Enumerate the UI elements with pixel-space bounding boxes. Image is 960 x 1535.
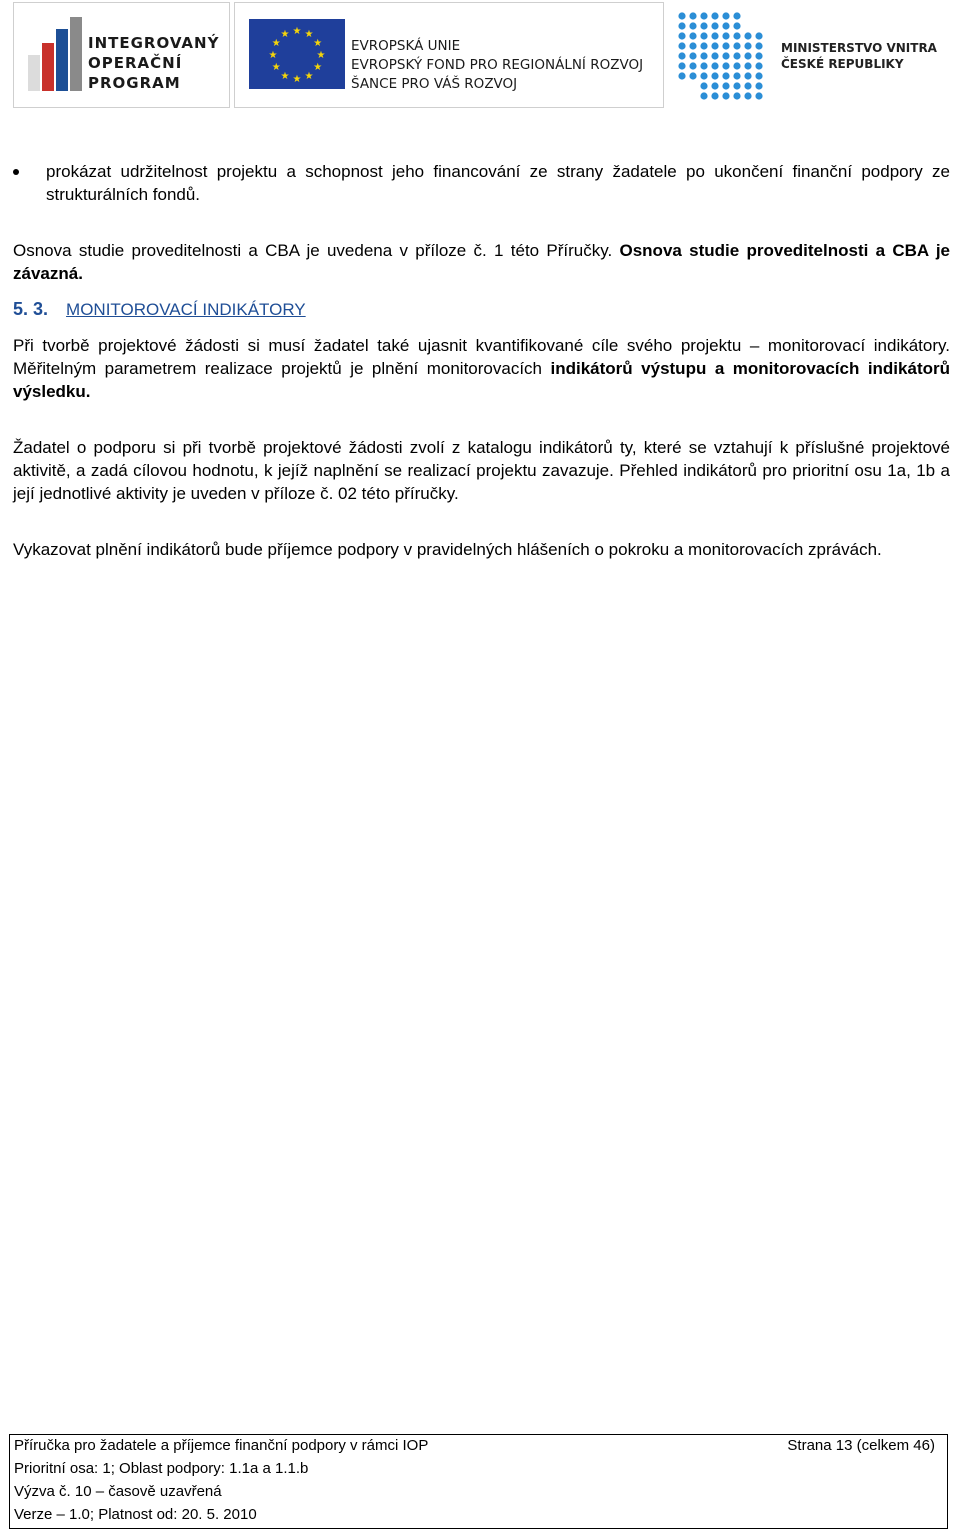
footer-title: Příručka pro žadatele a příjemce finanční podpory v rámci IOP <box>14 1437 429 1454</box>
mv-logo-dot <box>678 52 685 59</box>
footer-version: Verze – 1.0; Platnost od: 20. 5. 2010 <box>14 1506 257 1523</box>
mv-logo-dot <box>733 42 740 49</box>
mv-logo <box>668 2 960 106</box>
mv-logo-dot <box>678 42 685 49</box>
mv-logo-dot <box>700 42 707 49</box>
mv-logo-dot <box>744 92 751 99</box>
mv-logo-dot <box>722 72 729 79</box>
eu-star-icon: ★ <box>313 38 323 49</box>
mv-logo-dot <box>755 62 762 69</box>
mv-logo-dot <box>689 72 696 79</box>
mv-logo-dot <box>711 22 718 29</box>
bullet-item <box>13 160 950 206</box>
mv-logo-dot <box>722 12 729 19</box>
eu-star-icon: ★ <box>292 74 302 85</box>
eu-star-icon: ★ <box>271 62 281 73</box>
mv-logo-dot <box>700 82 707 89</box>
mv-logo-dot <box>700 12 707 19</box>
paragraph-reporting: Vykazovat plnění indikátorů bude příjemce podpory v pravidelných hlášeních o pokroku a monitorovacích zprávách. <box>13 540 882 559</box>
mv-logo-dot <box>689 32 696 39</box>
mv-logo-dot <box>755 72 762 79</box>
eu-star-icon: ★ <box>271 38 281 49</box>
mv-logo-dot <box>722 92 729 99</box>
mv-logo-dot <box>711 92 718 99</box>
mv-logo-dot <box>711 62 718 69</box>
document-body <box>13 160 950 561</box>
mv-logo-dot <box>678 22 685 29</box>
feasibility-mandatory-note: Osnova studie proveditelnosti a CBA je závazná. <box>13 241 950 283</box>
mv-logo-dot <box>744 72 751 79</box>
mv-logo-dot <box>722 42 729 49</box>
footer-page-number: Strana 13 (celkem 46) <box>787 1437 935 1454</box>
mv-logo-dot <box>733 92 740 99</box>
mv-logo-dot <box>689 22 696 29</box>
paragraph-indicators-catalog: Žadatel o podporu si při tvorbě projektové žádosti zvolí z katalogu indikátorů ty, které se vztahují k příslušné projektové aktivitě, a zadá cílovou hodnotu, k jejíž naplnění se realizací projektu zavazuje. Přehled indikátorů pro prioritní osu 1a, 1b a její jednotlivé aktivity je uveden v příloze č. 02 této příručky. <box>13 438 950 503</box>
mv-logo-dot <box>700 32 707 39</box>
paragraph-feasibility: Osnova studie proveditelnosti a CBA je uvedena v příloze č. 1 této Příručky. Osnova studie proveditelnosti a CBA je závazná. <box>13 241 950 283</box>
mv-logo-dot <box>678 12 685 19</box>
mv-logo-dot <box>755 32 762 39</box>
eu-star-icon: ★ <box>280 29 290 41</box>
indicators-bold-text: indikátorů výstupu a monitorovacích indikátorů výsledku. <box>13 359 950 401</box>
eu-star-icon: ★ <box>313 62 323 73</box>
section-title: MONITOROVACÍ INDIKÁTORY <box>66 300 306 319</box>
mv-logo-dot <box>733 52 740 59</box>
mv-logo-dot <box>744 32 751 39</box>
iop-logo-text: INTEGROVANÝ OPERAČNÍ PROGRAM <box>88 34 220 92</box>
mv-logo-dot <box>733 22 740 29</box>
bullet-dot-icon <box>13 169 19 175</box>
mv-logo-dots <box>676 10 776 106</box>
mv-logo-dot <box>678 62 685 69</box>
mv-logo-dot <box>744 42 751 49</box>
mv-logo-dot <box>689 62 696 69</box>
page-header <box>13 2 960 108</box>
mv-logo-dot <box>700 72 707 79</box>
mv-logo-text: MINISTERSTVO VNITRA ČESKÉ REPUBLIKY <box>781 41 937 71</box>
mv-logo-dot <box>700 62 707 69</box>
mv-logo-dot <box>722 22 729 29</box>
mv-logo-dot <box>755 82 762 89</box>
mv-logo-dot <box>689 42 696 49</box>
mv-logo-dot <box>722 62 729 69</box>
mv-logo-dot <box>744 62 751 69</box>
mv-logo-dot <box>755 42 762 49</box>
section-number: 5. 3. <box>13 299 49 319</box>
section-heading <box>13 298 950 321</box>
mv-logo-dot <box>700 52 707 59</box>
mv-logo-dot <box>689 52 696 59</box>
mv-logo-dot <box>711 52 718 59</box>
mv-logo-dot <box>733 62 740 69</box>
mv-logo-dot <box>711 72 718 79</box>
eu-star-icon: ★ <box>292 26 302 37</box>
mv-logo-dot <box>722 52 729 59</box>
footer-priority-axis: Prioritní osa: 1; Oblast podpory: 1.1a a 1.1.b <box>14 1460 309 1477</box>
mv-logo-dot <box>711 42 718 49</box>
mv-logo-dot <box>700 92 707 99</box>
eu-star-icon: ★ <box>280 70 290 82</box>
eu-star-icon: ★ <box>316 50 326 61</box>
mv-logo-dot <box>744 52 751 59</box>
iop-logo-mark <box>22 3 92 107</box>
mv-logo-dot <box>689 12 696 19</box>
eu-flag-icon <box>249 19 345 89</box>
mv-logo-dot <box>733 72 740 79</box>
mv-logo-dot <box>733 32 740 39</box>
mv-logo-dot <box>711 82 718 89</box>
eu-logo <box>234 2 664 108</box>
mv-logo-dot <box>700 22 707 29</box>
mv-logo-dot <box>678 72 685 79</box>
eu-star-icon: ★ <box>304 29 314 41</box>
eu-logo-text: EVROPSKÁ UNIE EVROPSKÝ FOND PRO REGIONÁLNÍ ROZVOJ ŠANCE PRO VÁŠ ROZVOJ <box>351 38 644 92</box>
iop-logo <box>13 2 230 108</box>
eu-star-icon: ★ <box>268 50 278 61</box>
page-footer <box>9 1434 948 1529</box>
mv-logo-dot <box>711 12 718 19</box>
mv-logo-dot <box>744 82 751 89</box>
mv-logo-dot <box>733 12 740 19</box>
mv-logo-dot <box>711 32 718 39</box>
mv-logo-dot <box>678 32 685 39</box>
mv-logo-dot <box>755 92 762 99</box>
mv-logo-dot <box>755 52 762 59</box>
paragraph-indicators-intro: Při tvorbě projektové žádosti si musí žadatel také ujasnit kvantifikované cíle svého projektu – monitorovací indikátory. Měřitelným parametrem realizace projektů je plnění monitorovacích indikátorů výstupu a monitorovacích indikátorů výsledku. <box>13 336 950 401</box>
mv-logo-dot <box>733 82 740 89</box>
bullet-text: prokázat udržitelnost projektu a schopnost jeho financování ze strany žadatele po ukončení finanční podpory ze strukturálních fondů. <box>46 162 950 204</box>
footer-call: Výzva č. 10 – časově uzavřená <box>14 1483 222 1500</box>
mv-logo-dot <box>722 82 729 89</box>
eu-star-icon: ★ <box>304 70 314 82</box>
mv-logo-dot <box>722 32 729 39</box>
